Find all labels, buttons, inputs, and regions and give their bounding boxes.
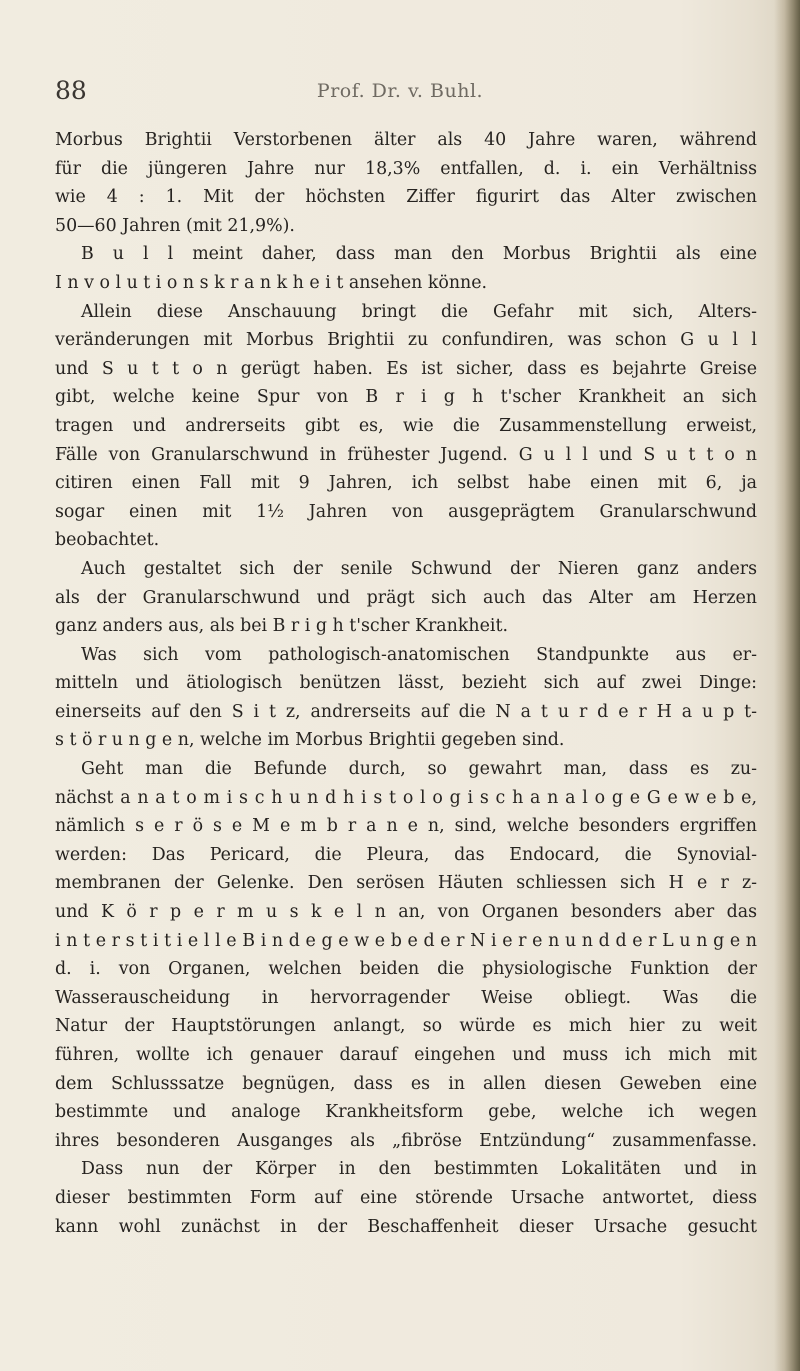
- text-line: s t ö r u n g e n, welche im Morbus Brightii gegeben sind.: [55, 730, 565, 751]
- text-line: 50—60 Jahren (mit 21,9%).: [55, 215, 295, 236]
- text-line: d. i. von Organen, welchen beiden die physiologische Funktion der: [55, 959, 757, 980]
- text-line: nächst a n a t o m i s c h u n d h i s t o l o g i s c h a n a l o g e G e w e b e,: [55, 787, 757, 808]
- text-line: membranen der Gelenke. Den serösen Häuten schliessen sich H e r z-: [55, 873, 757, 894]
- text-line: i n t e r s t i t i e l l e B i n d e g e w e b e d e r N i e r e n u n d d e r L u n g e n: [55, 930, 757, 951]
- text-line: veränderungen mit Morbus Brightii zu confundiren, was schon G u l l: [55, 330, 757, 351]
- text-line: citiren einen Fall mit 9 Jahren, ich selbst habe einen mit 6, ja: [55, 473, 757, 494]
- text-line: I n v o l u t i o n s k r a n k h e i t ansehen könne.: [55, 272, 488, 293]
- page-number: 88: [55, 76, 87, 105]
- text-line: als der Granularschwund und prägt sich auch das Alter am Herzen: [55, 587, 757, 608]
- text-line: dieser bestimmten Form auf eine störende Ursache antwortet, diess: [55, 1187, 757, 1208]
- text-line: Allein diese Anschauung bringt die Gefahr mit sich, Alters-: [81, 301, 757, 322]
- text-line: Natur der Hauptstörungen anlangt, so würde es mich hier zu weit: [55, 1016, 757, 1037]
- text-line: Fälle von Granularschwund in frühester Jugend. G u l l und S u t t o n: [55, 444, 757, 465]
- text-line: führen, wollte ich genauer darauf eingehen und muss ich mich mit: [55, 1045, 757, 1065]
- text-line: Was sich vom pathologisch-anatomischen Standpunkte aus er-: [81, 644, 757, 665]
- text-line: wie 4 : 1. Mit der höchsten Ziffer figurirt das Alter zwischen: [55, 187, 757, 208]
- text-line: und K ö r p e r m u s k e l n an, von Organen besonders aber das: [55, 902, 757, 923]
- text-line: bestimmte und analoge Krankheitsform gebe, welche ich wegen: [55, 1102, 757, 1123]
- text-line: kann wohl zunächst in der Beschaffenheit dieser Ursache gesucht: [55, 1216, 757, 1237]
- text-line: mitteln und ätiologisch benützen lässt, bezieht sich auf zwei Dinge:: [55, 673, 757, 694]
- text-line: ganz anders aus, als bei B r i g h t'scher Krankheit.: [55, 616, 508, 637]
- text-line: Morbus Brightii Verstorbenen älter als 40 Jahre waren, während: [55, 130, 757, 150]
- text-line: für die jüngeren Jahre nur 18,3% entfallen, d. i. ein Verhältniss: [55, 158, 757, 179]
- text-line: B u l l meint daher, dass man den Morbus Brightii als eine: [81, 244, 757, 265]
- text-line: einerseits auf den S i t z, andrerseits auf die N a t u r d e r H a u p t-: [55, 701, 757, 722]
- text-line: werden: Das Pericard, die Pleura, das Endocard, die Synovial-: [55, 844, 757, 865]
- text-line: Wasserauscheidung in hervorragender Weise obliegt. Was die: [55, 987, 757, 1008]
- body-text: [55, 126, 757, 1241]
- text-line: Auch gestaltet sich der senile Schwund der Nieren ganz anders: [81, 558, 757, 579]
- text-line: dem Schlusssatze begnügen, dass es in allen diesen Geweben eine: [55, 1073, 757, 1094]
- text-line: und S u t t o n gerügt haben. Es ist sicher, dass es bejahrte Greise: [55, 358, 757, 379]
- text-line: nämlich s e r ö s e M e m b r a n e n, sind, welche besonders ergriffen: [55, 816, 757, 837]
- text-line: Dass nun der Körper in den bestimmten Lokalitäten und in: [81, 1159, 757, 1180]
- text-line: beobachtet.: [55, 530, 160, 551]
- text-line: ihres besonderen Ausganges als „fibröse Entzündung“ zusammenfasse.: [55, 1130, 757, 1151]
- text-line: gibt, welche keine Spur von B r i g h t'scher Krankheit an sich: [55, 387, 757, 408]
- text-line: Geht man die Befunde durch, so gewahrt man, dass es zu-: [81, 759, 757, 780]
- running-head: Prof. Dr. v. Buhl.: [316, 80, 484, 102]
- page-edge-shadow: [774, 0, 800, 1371]
- text-line: sogar einen mit 1½ Jahren von ausgeprägtem Granularschwund: [55, 501, 757, 522]
- text-line: tragen und andrerseits gibt es, wie die Zusammenstellung erweist,: [55, 415, 757, 436]
